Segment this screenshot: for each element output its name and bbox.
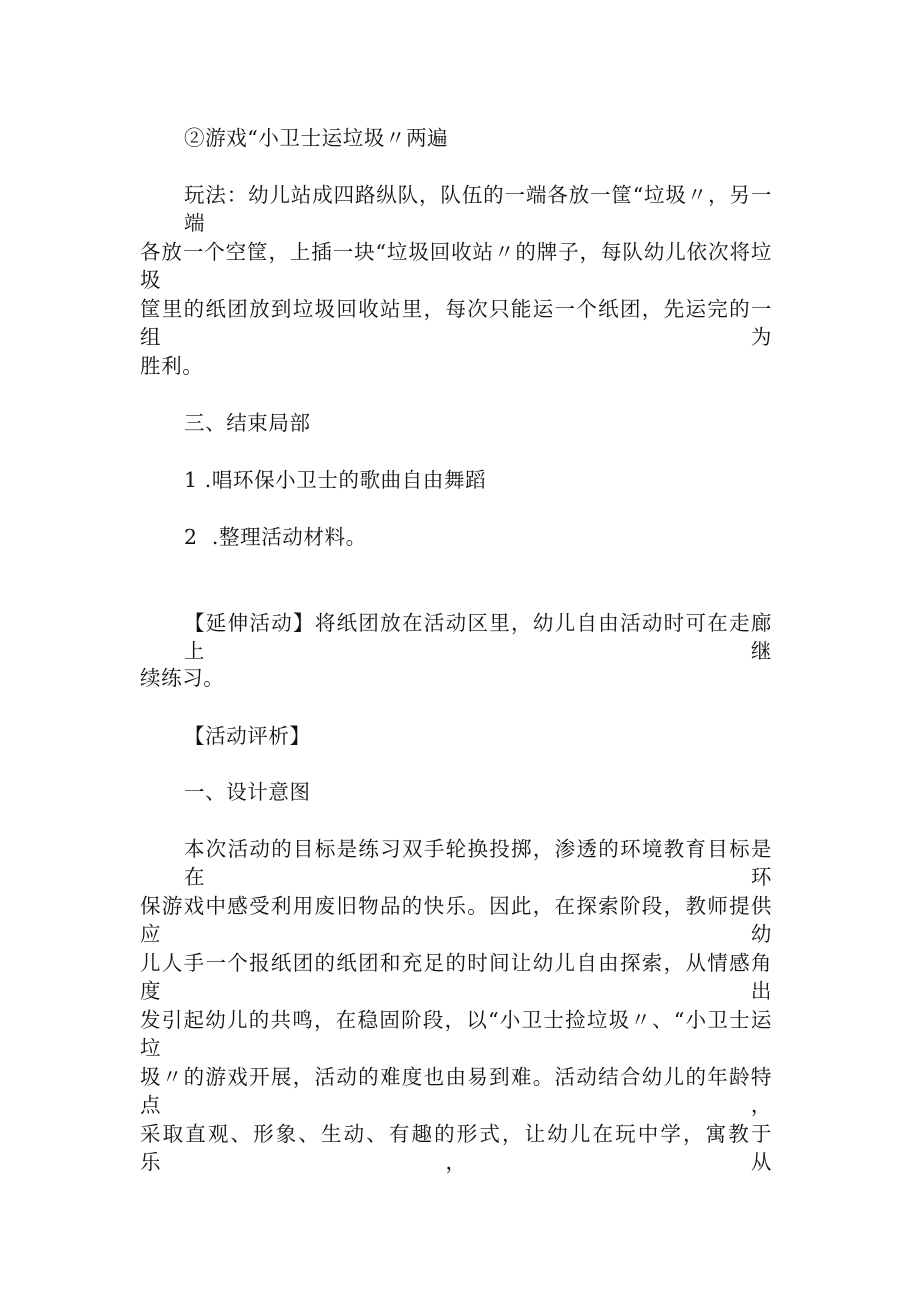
body-line-5: 圾〃的游戏开展，活动的难度也由易到难。活动结合幼儿的年龄特点， [140, 1065, 772, 1117]
rules-line-2: 各放一个空筐，上插一块“垃圾回收站〃的牌子，每队幼儿依次将垃圾 [140, 240, 772, 292]
analysis-heading: 【活动评析】 [184, 724, 311, 748]
list-item-2: 2 .整理活动材料。 [184, 525, 367, 549]
list-item-1: 1 .唱环保小卫士的歌曲自由舞蹈 [184, 468, 487, 492]
rules-line-1: 玩法：幼儿站成四路纵队，队伍的一端各放一筐“垃圾〃，另一端 [184, 183, 772, 235]
design-intent-heading: 一、设计意图 [184, 780, 311, 804]
body-line-4: 发引起幼儿的共鸣，在稳固阶段，以“小卫士捡垃圾〃、“小卫士运垃 [140, 1008, 772, 1060]
body-line-1: 本次活动的目标是练习双手轮换投掷，渗透的环境教育目标是在环 [184, 837, 772, 889]
rules-line-4: 胜利。 [140, 354, 204, 378]
body-line-6: 采取直观、形象、生动、有趣的形式，让幼儿在玩中学，寓教于乐，从 [140, 1122, 772, 1174]
section-heading-end: 三、结束局部 [184, 411, 311, 435]
extension-line-2: 续练习。 [140, 666, 225, 690]
body-line-3: 儿人手一个报纸团的纸团和充足的时间让幼儿自由探索，从情感角度出 [140, 951, 772, 1003]
rules-line-3: 筐里的纸团放到垃圾回收站里，每次只能运一个纸团，先运完的一组为 [140, 297, 772, 349]
game-title-line: ②游戏“小卫士运垃圾〃两遍 [184, 126, 449, 150]
extension-line-1: 【延伸活动】将纸团放在活动区里，幼儿自由活动时可在走廊上继 [184, 611, 772, 663]
body-line-2: 保游戏中感受利用废旧物品的快乐。因此，在探索阶段，教师提供应幼 [140, 894, 772, 946]
